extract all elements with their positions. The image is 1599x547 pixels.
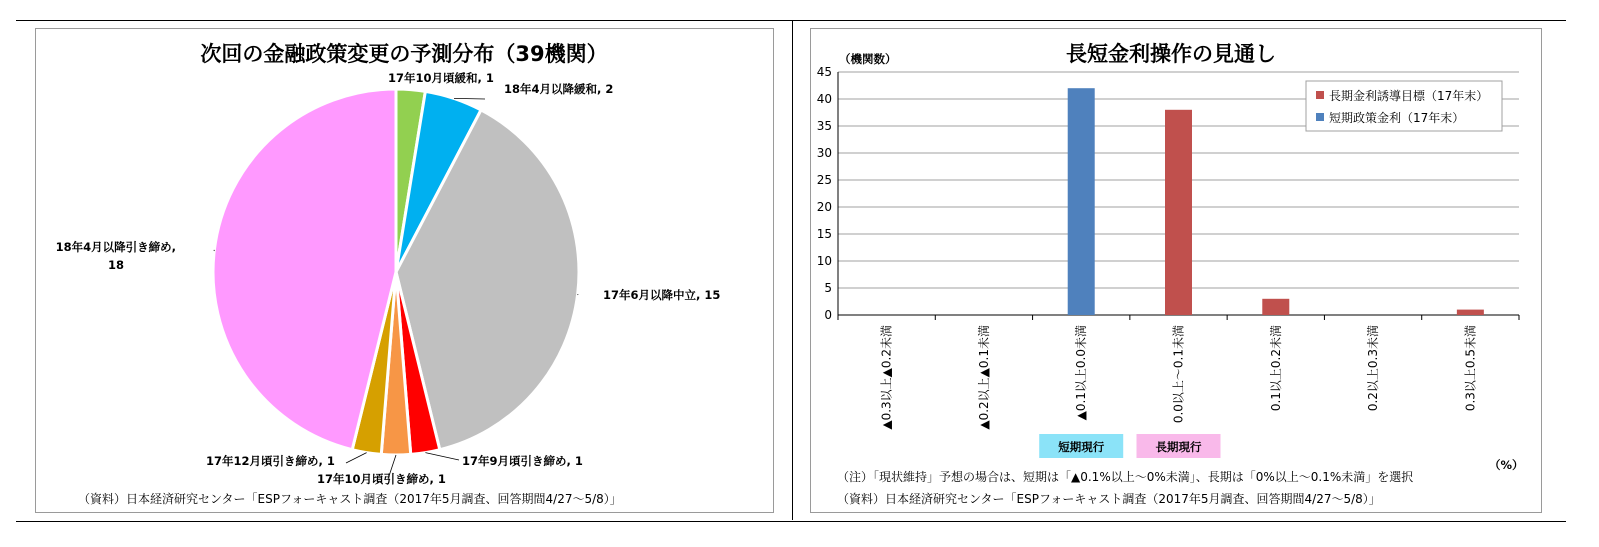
pie-slice-label-2: 17年6月以降中立, 15 [603, 288, 721, 302]
pie-chart-title: 次回の金融政策変更の予測分布（39機関） [200, 42, 608, 66]
pie-leader-line-5 [346, 453, 367, 463]
y-tick-label-6: 30 [816, 146, 832, 160]
x-tick-label-2: ▲0.1以上0.0未満 [1074, 325, 1089, 421]
pie-slice-label-3: 17年9月頃引き締め, 1 [462, 454, 583, 468]
pie-slice-label-6: 18年4月以降引き締め, [55, 240, 176, 254]
legend-label-0: 長期金利誘導目標（17年末） [1329, 89, 1489, 103]
pie-source-note: （資料）日本経済研究センター「ESPフォーキャスト調査（2017年5月調査、回答期間4/27～5/8）」 [78, 492, 622, 506]
legend-swatch-1 [1316, 113, 1324, 121]
y-tick-label-3: 15 [816, 227, 832, 241]
pie-slice-label-4: 17年10月頃引き締め, 1 [317, 472, 446, 486]
y-tick-label-1: 5 [824, 281, 832, 295]
x-tick-label-0: ▲0.3以上▲0.2未満 [879, 325, 894, 430]
bar-1-2 [1068, 88, 1095, 315]
bar-chart-panel [810, 28, 1542, 513]
bar-0-6 [1457, 310, 1484, 315]
y-tick-label-7: 35 [816, 119, 832, 133]
y-tick-label-8: 40 [816, 92, 832, 106]
y-axis-label: （機関数） [839, 52, 897, 66]
badge-label-0: 短期現行 [1058, 440, 1105, 454]
x-tick-label-5: 0.2以上0.3未満 [1366, 325, 1381, 412]
legend-label-1: 短期政策金利（17年末） [1329, 111, 1465, 125]
y-tick-label-5: 25 [816, 173, 832, 187]
x-tick-label-4: 0.1以上0.2未満 [1268, 325, 1283, 412]
x-tick-label-6: 0.3以上0.5未満 [1463, 325, 1478, 412]
bar-0-3 [1165, 110, 1192, 315]
pie-slice-label-0: 17年10月頃緩和, 1 [388, 71, 494, 85]
pie-chart-panel [35, 28, 774, 513]
bar-0-4 [1262, 299, 1289, 315]
pie-slice-label-5: 17年12月頃引き締め, 1 [206, 454, 335, 468]
y-tick-label-0: 0 [824, 308, 832, 322]
y-tick-label-2: 10 [816, 254, 832, 268]
bar-source-note: （資料）日本経済研究センター「ESPフォーキャスト調査（2017年5月調査、回答期間4/27～5/8）」 [837, 492, 1381, 506]
bar-chart-title: 長短金利操作の見通し [1066, 42, 1276, 66]
y-tick-label-9: 45 [816, 65, 832, 79]
x-tick-label-1: ▲0.2以上▲0.1未満 [976, 325, 991, 430]
legend-swatch-0 [1316, 91, 1324, 99]
x-tick-label-3: 0.0以上～0.1未満 [1171, 325, 1186, 424]
pie-chart [36, 29, 773, 512]
pie-slice-label-1: 18年4月以降緩和, 2 [504, 82, 614, 96]
panel-divider [792, 20, 793, 520]
pie-leader-line-3 [425, 453, 459, 460]
y-tick-label-4: 20 [816, 200, 832, 214]
bar-chart [811, 29, 1541, 512]
bar-footnote: （注）「現状維持」予想の場合は、短期は「▲0.1%以上～0%未満」、長期は「0%以上～0.1%未満」を選択 [837, 470, 1414, 484]
badge-label-1: 長期現行 [1155, 440, 1202, 454]
pie-slice-value-6: 18 [107, 258, 125, 272]
x-axis-unit: （%） [1489, 458, 1524, 472]
